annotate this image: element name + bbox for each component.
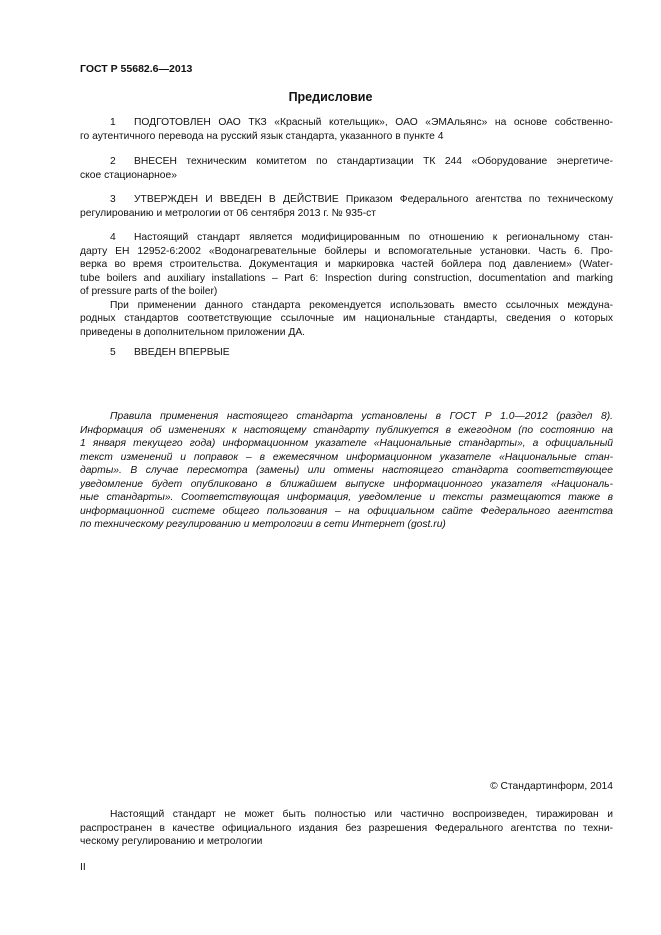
notice-line: информационной системе общего пользования – на официальном сайте Федерального агентства [80, 505, 613, 517]
notice-line: по техническому регулированию и метрологии в сети Интернет (gost.ru) [80, 519, 446, 530]
foreword-item-4 [80, 231, 613, 339]
item-number: 1 [110, 117, 116, 128]
foreword-line: При применении данного стандарта рекомендуется использовать вместо ссылочных междуна- [110, 299, 613, 311]
foreword-line: tube boilers and auxiliary installations – Part 6: Inspection during construction, documentation and marking [80, 272, 613, 284]
foreword-line: 2 ВНЕСЕН техническим комитетом по стандартизации ТК 244 «Оборудование энергетиче- [110, 156, 613, 167]
foreword-item-2 [80, 155, 613, 182]
foreword-line: родных стандартов соответствующие ссылочные им национальные стандарты, сведения о которых [80, 313, 613, 324]
foreword-line: верка во время строительства. Документация и маркировка частей бойлера под давлением» (Water- [80, 259, 613, 270]
foreword-line: 5 ВВЕДЕН ВПЕРВЫЕ [110, 347, 230, 358]
notice-line: Информация об изменениях к настоящему стандарту публикуется в ежегодном (по состоянию на [80, 424, 613, 436]
foreword-line: регулированию и метрологии от 06 сентября 2013 г. № 935-ст [80, 207, 376, 219]
item-number: 3 [110, 194, 116, 205]
item-number: 4 [110, 232, 116, 243]
notice-line: ные стандарты». Соответствующая информация, уведомление и тексты размещаются также в [80, 492, 613, 503]
reproduction-line: Настоящий стандарт не может быть полностью или частично воспроизведен, тиражирован и [110, 809, 613, 820]
notice-line: 1 января текущего года) информационном указателе «Национальные стандарты», а официальный [80, 438, 613, 449]
foreword-line: of pressure parts of the boiler) [80, 286, 218, 297]
foreword-line: 4 Настоящий стандарт является модифицированным по отношению к региональному стан- [110, 232, 613, 243]
reproduction-notice [80, 808, 613, 849]
page-number: II [80, 862, 86, 873]
notice-line: Правила применения настоящего стандарта установлены в ГОСТ Р 1.0—2012 (раздел 8). [110, 411, 613, 422]
item-number: 5 [110, 347, 116, 358]
foreword-line: ское стационарное» [80, 169, 177, 181]
foreword-line: дарту ЕН 12952-6:2002 «Водонагревательные бойлеры и вспомогательные установки. Часть 6. Про- [80, 245, 613, 257]
notice-line: уведомление будет опубликовано в ближайшем выпуске информационного указателя «Националь- [80, 478, 613, 490]
foreword-line: 3 УТВЕРЖДЕН И ВВЕДЕН В ДЕЙСТВИЕ Приказом Федерального агентства по техническому [110, 194, 613, 205]
application-rules-notice [80, 410, 613, 532]
notice-line: текст изменений и поправок – в ежемесячном информационном указателе «Национальные стан- [80, 451, 613, 463]
foreword-line: 1 ПОДГОТОВЛЕН ОАО ТКЗ «Красный котельщик», ОАО «ЭМАльянс» на основе собственно- [110, 117, 613, 128]
standard-code: ГОСТ Р 55682.6—2013 [80, 63, 193, 75]
page-title: Предисловие [288, 90, 373, 104]
foreword-line: приведены в дополнительном приложении ДА. [80, 326, 306, 338]
foreword-item-5 [80, 346, 613, 360]
reproduction-line: распространен в качестве официального издания без разрешения Федерального агентства по техни- [80, 822, 613, 834]
foreword-line: го аутентичного перевода на русский язык стандарта, указанного в пункте 4 [80, 130, 444, 142]
foreword-item-1 [80, 116, 613, 143]
foreword-item-3 [80, 193, 613, 220]
notice-line: дарты». В случае пересмотра (замены) или отмены настоящего стандарта соответствующее [80, 465, 613, 476]
copyright: © Стандартинформ, 2014 [490, 781, 613, 792]
reproduction-line: ческому регулированию и метрологии [80, 836, 263, 847]
item-number: 2 [110, 156, 116, 167]
